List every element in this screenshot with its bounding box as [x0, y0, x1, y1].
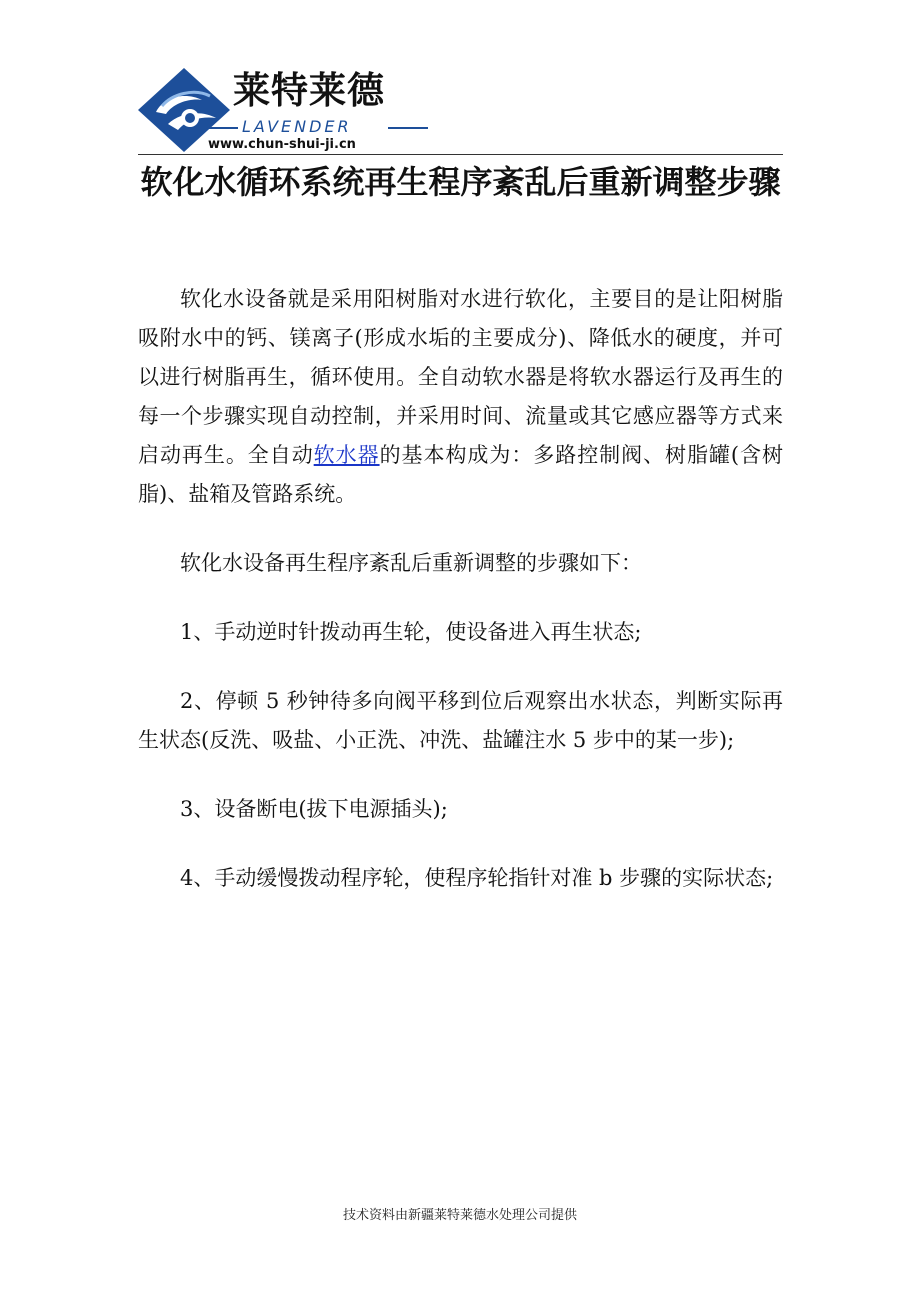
- softener-link[interactable]: 软水器: [313, 443, 380, 467]
- step-1: 1、手动逆时针拨动再生轮，使设备进入再生状态;: [180, 620, 642, 644]
- brand-en-row: [200, 118, 430, 136]
- intro-text-before-link: 软化水设备就是采用阳树脂对水进行软化，主要目的是让阳树脂吸附水中的钙、镁离子(形成水垢的主要成分)、降低水的硬度，并可以进行树脂再生，循环使用。全自动软水器是将软水器运行及再生的每一个步骤实现自动控制，并采用时间、流量或其它感应器等方式来启动再生。全自动: [138, 287, 783, 467]
- brand-divider-right: [388, 127, 428, 129]
- document-title: 软化水循环系统再生程序紊乱后重新调整步骤: [140, 163, 781, 201]
- intro-paragraph: [138, 280, 783, 514]
- step-2: 2、停顿 5 秒钟待多向阀平移到位后观察出水状态，判断实际再生状态(反洗、吸盐、小正洗、冲洗、盐罐注水 5 步中的某一步);: [138, 689, 783, 752]
- brand-name-en: LAVENDER: [242, 117, 352, 136]
- page-header: [0, 0, 920, 160]
- step-3: 3、设备断电(拔下电源插头);: [180, 797, 448, 821]
- steps-intro: 软化水设备再生程序紊乱后重新调整的步骤如下：: [180, 551, 642, 575]
- website-url: www.chun-shui-ji.cn: [208, 137, 356, 152]
- step-4: 4、手动缓慢拨动程序轮，使程序轮指针对准 b 步骤的实际状态;: [180, 866, 774, 890]
- document-body: [138, 280, 783, 898]
- header-divider: [138, 154, 783, 155]
- brand-divider-left: [200, 127, 238, 129]
- intro-text-after-link: 的基本构成为：多路控制阀、树脂罐(含树脂)、盐箱及管路系统。: [138, 443, 784, 506]
- brand-name-cn: 莱特莱德: [233, 69, 385, 112]
- page-footer: 技术资料由新疆莱特莱德水处理公司提供: [342, 1208, 577, 1223]
